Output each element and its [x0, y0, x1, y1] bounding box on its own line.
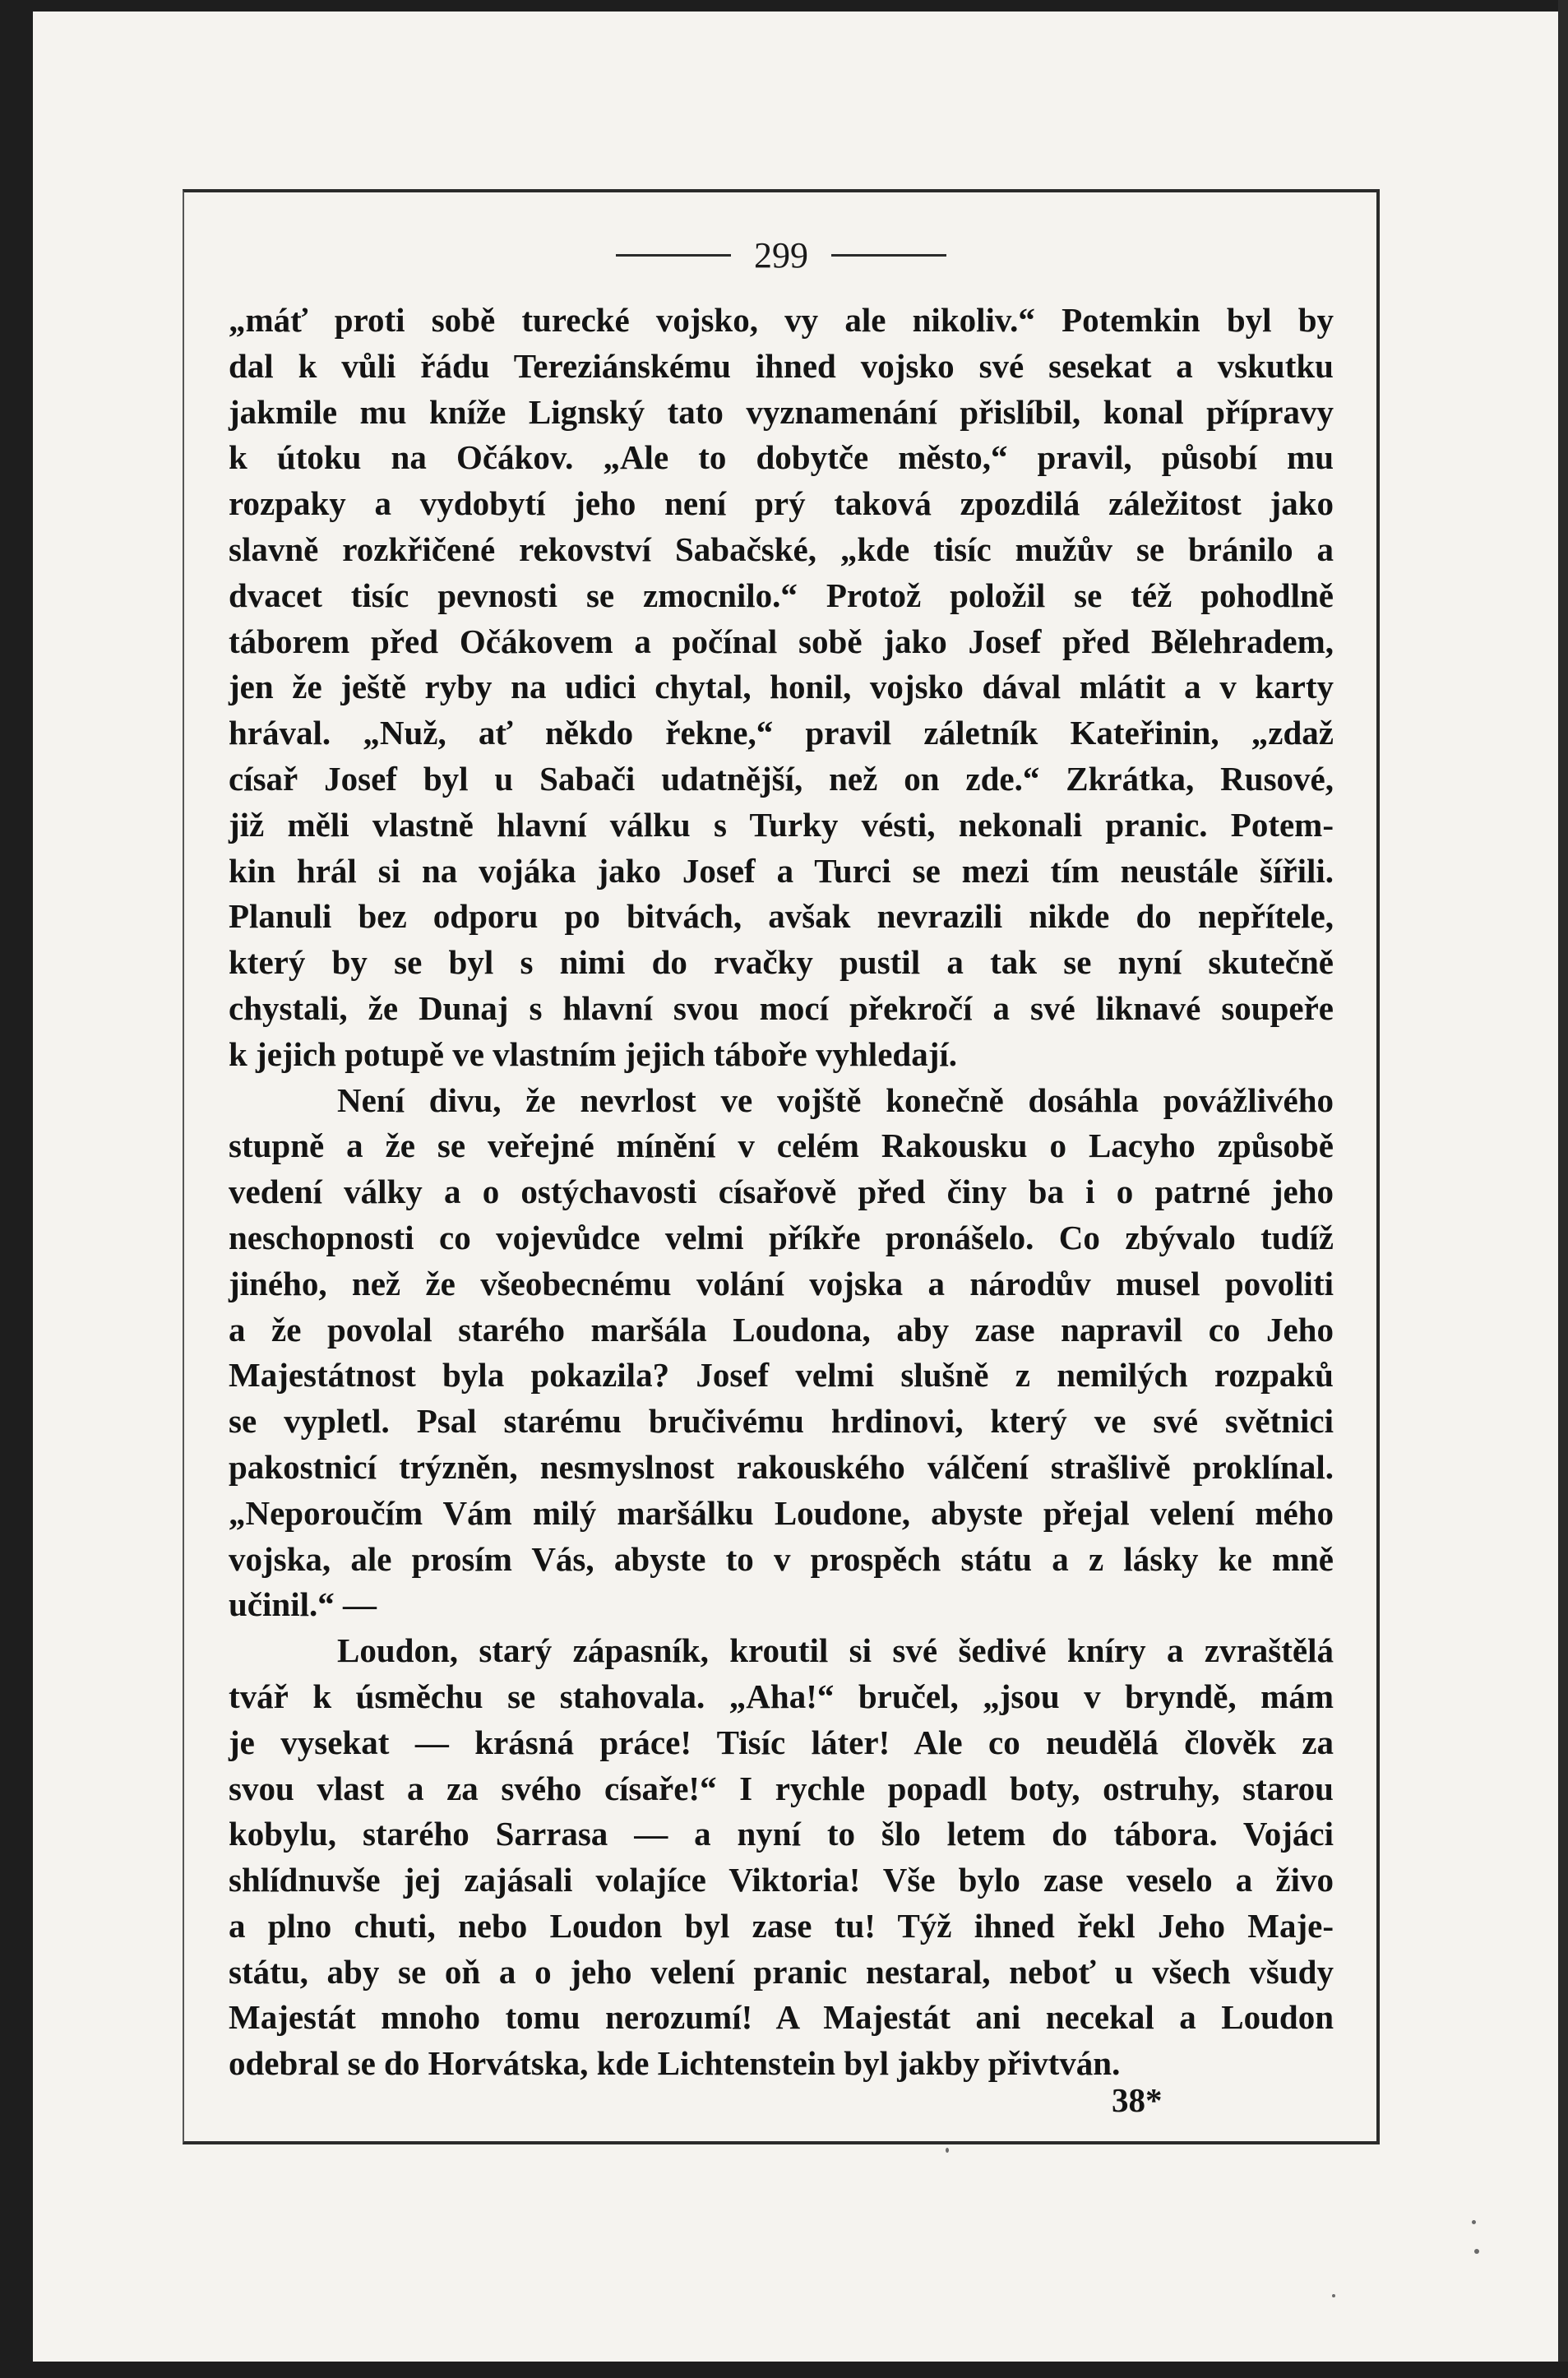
text-line: Není divu, že nevrlost ve vojště konečně dosáhla povážlivého: [337, 1080, 1334, 1119]
scan-border-right: [1558, 0, 1568, 2378]
text-line: vedení války a o ostýchavosti císařově před činy ba i o patrné jeho: [229, 1173, 1334, 1211]
scan-border-bottom: [0, 2362, 1568, 2378]
text-line: „máť proti sobě turecké vojsko, vy ale nikoliv.“ Potemkin byl by: [229, 301, 1334, 339]
text-line: je vysekat — krásná práce! Tisíc láter! Ale co neudělá člověk za: [229, 1723, 1334, 1761]
text-line: tvář k úsměchu se stahovala. „Aha!“ bručel, „jsou v bryndě, mám: [229, 1677, 1334, 1715]
scan-border-left: [0, 0, 33, 2378]
text-line: slavně rozkřičené rekovství Sabačské, „kde tisíc mužův se bránilo a: [229, 530, 1334, 568]
text-line: jiného, než že všeobecnému volání vojska a národův musel povoliti: [229, 1264, 1334, 1302]
page-header: [183, 230, 1380, 280]
text-line: k jejich potupě ve vlastním jejich táboře vyhledají.: [229, 1034, 957, 1073]
text-line: a plno chuti, nebo Loudon byl zase tu! Týž ihned řekl Jeho Maje-: [229, 1906, 1334, 1945]
scan-speck: [946, 2148, 949, 2153]
scan-speck: [1332, 2294, 1335, 2297]
text-line: táborem před Očákovem a počínal sobě jako Josef před Bělehradem,: [229, 622, 1334, 660]
text-line: Loudon, starý zápasník, kroutil si své šedivé kníry a zvraštělá: [337, 1631, 1334, 1670]
text-line: Planuli bez odporu po bitvách, avšak nevrazili nikde do nepřítele,: [229, 897, 1334, 936]
text-line: svou vlast a za svého císaře!“ I rychle popadl boty, ostruhy, starou: [229, 1769, 1334, 1807]
text-line: učinil.“ —: [229, 1585, 377, 1624]
text-line: „Neporoučím Vám milý maršálku Loudone, abyste přejal velení mého: [229, 1493, 1334, 1532]
text-line: chystali, že Dunaj s hlavní svou mocí překročí a své liknavé soupeře: [229, 988, 1334, 1027]
text-line: který by se byl s nimi do rvačky pustil a tak se nyní skutečně: [229, 943, 1334, 982]
text-line: se vypletl. Psal starému bručivému hrdinovi, který ve své světnici: [229, 1402, 1334, 1441]
scan-border-top: [0, 0, 1568, 12]
text-line: shlídnuvše jej zajásali volajíce Viktoria! Vše bylo zase veselo a živo: [229, 1861, 1334, 1899]
text-line: rozpaky a vydobytí jeho není prý taková zpozdilá záležitost jako: [229, 484, 1334, 523]
text-line: k útoku na Očákov. „Ale to dobytče město,“ pravil, působí mu: [229, 438, 1334, 477]
page-number: 299: [754, 234, 808, 275]
text-line: jakmile mu kníže Lignský tato vyznamenání přislíbil, konal přípravy: [229, 392, 1334, 431]
text-line: neschopnosti co vojevůdce velmi příkře pronášelo. Co zbývalo tudíž: [229, 1218, 1334, 1256]
scan-speck: [1472, 2220, 1476, 2224]
text-line: kin hrál si na vojáka jako Josef a Turci se mezi tím neustále šířili.: [229, 851, 1334, 890]
text-line: již měli vlastně hlavní válku s Turky vésti, nekonali pranic. Potem-: [229, 805, 1334, 844]
text-line: stupně a že se veřejné mínění v celém Rakousku o Lacyho způsobě: [229, 1127, 1334, 1165]
text-line: Majestát mnoho tomu nerozumí! A Majestát ani necekal a Loudon: [229, 1998, 1334, 2037]
header-rule-left: [616, 254, 731, 257]
text-line: kobylu, starého Sarrasa — a nyní to šlo letem do tábora. Vojáci: [229, 1815, 1334, 1853]
text-line: odebral se do Horvátska, kde Lichtenstein byl jakby přivtván.: [229, 2044, 1121, 2083]
text-line: vojska, ale prosím Vás, abyste to v prospěch státu a z lásky ke mně: [229, 1539, 1334, 1578]
scan-speck: [1474, 2249, 1479, 2254]
text-line: hrával. „Nuž, ať někdo řekne,“ pravil záletník Kateřinin, „zdaž: [229, 714, 1334, 752]
text-line: a že povolal starého maršála Loudona, aby zase napravil co Jeho: [229, 1310, 1334, 1349]
body-text: [229, 298, 1334, 2087]
text-line: dvacet tisíc pevnosti se zmocnilo.“ Protož položil se též pohodlně: [229, 576, 1334, 614]
text-line: dal k vůli řádu Tereziánskému ihned vojsko své sesekat a vskutku: [229, 346, 1334, 385]
text-line: pakostnicí trýzněn, nesmyslnost rakouského válčení strašlivě proklínal.: [229, 1447, 1334, 1486]
text-line: jen že ještě ryby na udici chytal, honil, vojsko dával mlátit a v karty: [229, 668, 1334, 706]
signature-mark: 38*: [1112, 2081, 1163, 2119]
text-line: Majestátnost byla pokazila? Josef velmi slušně z nemilých rozpaků: [229, 1356, 1334, 1395]
text-line: státu, aby se oň a o jeho velení pranic nestaral, neboť u všech všudy: [229, 1952, 1334, 1991]
text-line: císař Josef byl u Sabači udatnější, než on zde.“ Zkrátka, Rusové,: [229, 759, 1334, 798]
header-rule-right: [831, 254, 946, 257]
